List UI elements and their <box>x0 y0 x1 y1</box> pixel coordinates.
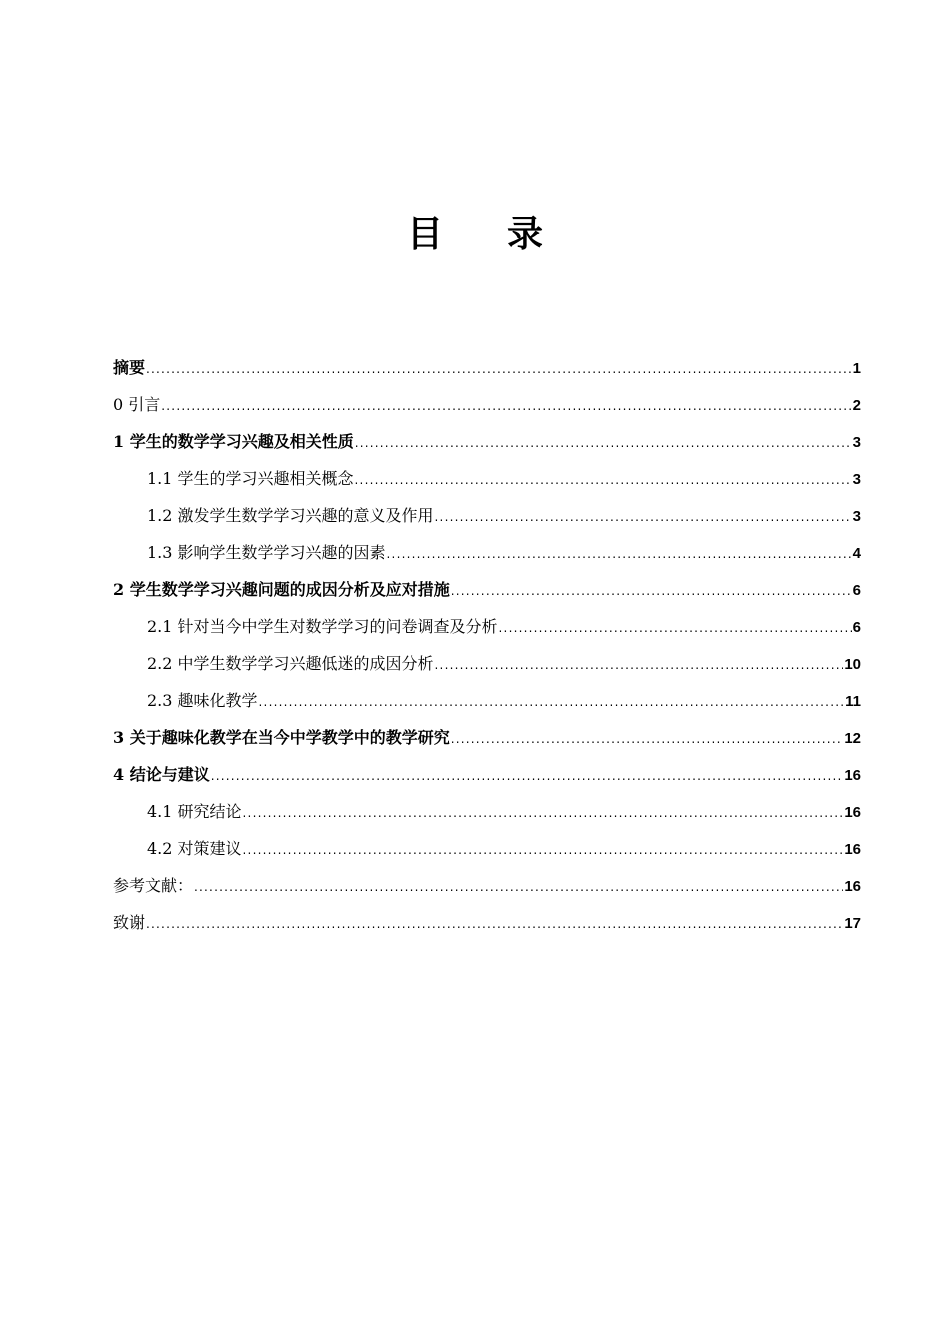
toc-entry-label: 3 关于趣味化教学在当今中学教学中的教学研究 <box>113 728 450 747</box>
toc-entry[interactable] <box>113 725 861 762</box>
toc-leader-dots <box>146 911 843 937</box>
toc-entry-page-number: 6 <box>852 619 861 636</box>
toc-entry-page-number: 17 <box>844 915 861 932</box>
toc-entry-page-number: 10 <box>844 656 861 673</box>
toc-entry-label: 2 学生数学学习兴趣问题的成因分析及应对措施 <box>113 580 450 599</box>
toc-entry-label: 2.3 趣味化教学 <box>147 691 258 710</box>
toc-entry-label: 4.1 研究结论 <box>147 802 242 821</box>
toc-entry-label: 1.2 激发学生数学学习兴趣的意义及作用 <box>147 506 434 525</box>
toc-leader-dots <box>435 504 852 530</box>
toc-entry[interactable] <box>113 799 861 836</box>
toc-entry-label: 参考文献： <box>113 876 194 895</box>
toc-leader-dots <box>243 800 844 826</box>
toc-entry[interactable] <box>113 836 861 873</box>
title-char-2: 录 <box>507 214 544 255</box>
toc-entry-label: 摘要 <box>113 358 146 377</box>
toc-entry-page-number: 16 <box>844 841 861 858</box>
toc-entry-page-number: 11 <box>845 693 861 710</box>
toc-entry-page-number: 16 <box>844 878 861 895</box>
toc-entry-page-number: 4 <box>852 545 861 562</box>
toc-entry[interactable] <box>113 429 861 466</box>
toc-leader-dots <box>387 541 852 567</box>
toc-leader-dots <box>211 763 844 789</box>
toc-entry-label: 1 学生的数学学习兴趣及相关性质 <box>113 432 354 451</box>
toc-leader-dots <box>243 837 844 863</box>
title-char-1: 目 <box>406 214 443 255</box>
toc-entry-label: 2.2 中学生数学学习兴趣低迷的成因分析 <box>147 654 434 673</box>
toc-entry[interactable] <box>113 651 861 688</box>
toc-entry-label: 1.1 学生的学习兴趣相关概念 <box>147 469 354 488</box>
toc-entry[interactable] <box>113 873 861 910</box>
toc-leader-dots <box>146 356 852 382</box>
toc-entry[interactable] <box>113 503 861 540</box>
toc-entry[interactable] <box>113 688 861 725</box>
toc-entry[interactable] <box>113 762 861 799</box>
toc-entry-label: 致谢 <box>113 913 146 932</box>
toc-leader-dots <box>451 726 844 752</box>
toc-leader-dots <box>194 874 843 900</box>
toc-entry-page-number: 6 <box>852 582 861 599</box>
toc-leader-dots <box>451 578 852 604</box>
toc-entry-page-number: 3 <box>852 434 861 451</box>
toc-leader-dots <box>355 467 852 493</box>
toc-entry[interactable] <box>113 466 861 503</box>
toc-entry-page-number: 2 <box>852 397 861 414</box>
toc-entry-page-number: 16 <box>844 804 861 821</box>
toc-entry-label: 4.2 对策建议 <box>147 839 242 858</box>
toc-entry-page-number: 1 <box>852 360 861 377</box>
toc-leader-dots <box>355 430 852 456</box>
toc-entry[interactable] <box>113 392 861 429</box>
toc-entry[interactable] <box>113 355 861 392</box>
toc-entry-label: 1.3 影响学生数学学习兴趣的因素 <box>147 543 386 562</box>
table-of-contents <box>113 355 861 947</box>
page-title <box>0 206 950 257</box>
toc-entry-page-number: 3 <box>852 508 861 525</box>
toc-entry-label: 2.1 针对当今中学生对数学学习的问卷调查及分析 <box>147 617 498 636</box>
toc-leader-dots <box>499 615 852 641</box>
toc-entry-page-number: 16 <box>844 767 861 784</box>
toc-entry[interactable] <box>113 910 861 947</box>
toc-leader-dots <box>259 689 845 715</box>
toc-leader-dots <box>435 652 844 678</box>
toc-entry-page-number: 12 <box>844 730 861 747</box>
toc-entry[interactable] <box>113 577 861 614</box>
toc-leader-dots <box>161 393 851 419</box>
toc-entry[interactable] <box>113 614 861 651</box>
toc-entry-label: 4 结论与建议 <box>113 765 210 784</box>
toc-entry-label: 0 引言 <box>113 395 161 414</box>
toc-entry[interactable] <box>113 540 861 577</box>
toc-entry-page-number: 3 <box>852 471 861 488</box>
